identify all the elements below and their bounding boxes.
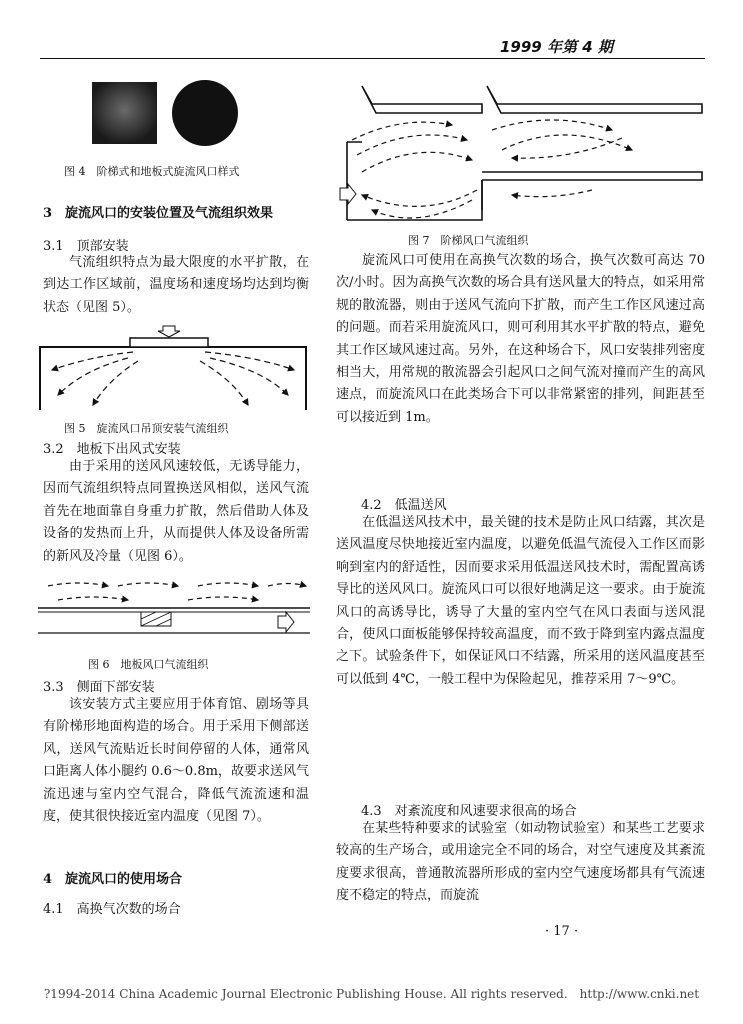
section-3-3-title: 3.3 侧面下部安装 xyxy=(43,680,155,695)
supply-arrow xyxy=(340,184,356,204)
section-4-2-text: 在低温送风技术中，最关键的技术是防止风口结露，其次是送风温度尽快地接近室内温度，以避免低温气流侵入工作区而影响到室内的舒适性，因而要求采用低温送风技术时，需配置高诱导比的送风风口。旋流风口可以很好地满足这一要求。由于旋流风口的高诱导比，诱导了大量的室内空气在风口表面与送风混合，使风口面板能够保持较高温度，而不致于降到室内露点温度之下。试验条件下，如保证风口不结露，所采用的送风温度甚至可以低到 4℃，一般工程中为保险起见，推荐采用 7～9℃。 xyxy=(336,515,705,687)
section-4-title: 4 旋流风口的使用场合 xyxy=(43,872,183,887)
supply-arrow xyxy=(278,612,294,632)
supply-arrow xyxy=(158,326,180,337)
section-3-1-title: 3.1 顶部安装 xyxy=(43,239,129,254)
section-4-1-title: 4.1 高换气次数的场合 xyxy=(43,902,181,917)
journal-issue-header: 1999 年第 4 期 xyxy=(500,38,613,56)
figure-5 xyxy=(38,325,310,413)
section-3-2-text: 由于采用的送风风速较低，无诱导能力，因而气流组织特点同置换送风相似，送风气流首先在地面靠自身重力扩散，然后借助人体及设备的发热而上升，从而提供人体及设备所需的新风及冷量（见图 6）。 xyxy=(43,459,309,564)
section-3-title: 3 旋流风口的安装位置及气流组织效果 xyxy=(43,206,274,221)
header-rule xyxy=(40,58,705,59)
section-4-1-text: 旋流风口可使用在高换气次数的场合，换气次数可高达 70 次/小时。因为高换气次数的场合具有送风量大的特点，如采用常规的散流器，则由于送风气流向下扩散，而产生工作区风速过高的问题。而若采用旋流风口，则可利用其水平扩散的特点，避免其工作区域风速过高。另外，在这种场合下，风口安装排列密度相当大，用常规的散流器会引起风口之间气流对撞而产生的高风速点，而旋流风口在此类场合下可以非常紧密的排列，间距甚至可以接近到 1m。 xyxy=(336,253,705,425)
section-3-2-title: 3.2 地板下出风式安装 xyxy=(43,442,181,457)
page-number: · 17 · xyxy=(545,924,579,939)
ceiling-outlet xyxy=(130,338,208,347)
figure-6 xyxy=(38,576,310,636)
fig4-caption: 图 4 阶梯式和地板式旋流风口样式 xyxy=(64,165,240,178)
section-3-3-text: 该安装方式主要应用于体育馆、剧场等具有阶梯形地面构造的场合。用于采用下侧部送风，送风气流贴近长时间停留的人体，通常风口距离人体小腿约 0.6～0.8m，故要求送风气流迅速与室内空气混合，降低气流流速和温度，使其很快接近室内温度（见图 7）。 xyxy=(43,697,309,825)
stepped-outlet-sample xyxy=(92,82,157,144)
fig6-caption: 图 6 地板风口气流组织 xyxy=(88,658,209,671)
section-4-3-text: 在某些特种要求的试验室（如动物试验室）和某些工艺要求较高的生产场合，或用途完全不同的场合，对空气速度及其紊流度要求很高，普通散流器所形成的室内空气速度场都具有气流速度不稳定的特点，而旋流 xyxy=(336,821,705,904)
fig7-caption: 图 7 阶梯风口气流组织 xyxy=(408,234,529,247)
section-4-3-title: 4.3 对紊流度和风速要求很高的场合 xyxy=(361,804,577,819)
figure-7 xyxy=(332,80,712,225)
figure-4 xyxy=(92,82,267,152)
fig5-caption: 图 5 旋流风口吊顶安装气流组织 xyxy=(64,422,229,435)
floor-outlet-sample xyxy=(172,80,238,146)
section-4-2-title: 4.2 低温送风 xyxy=(361,498,447,513)
section-3-1-text: 气流组织特点为最大限度的水平扩散，在到达工作区域前，温度场和速度场均达到均衡状态（见图 5）。 xyxy=(43,255,309,315)
copyright-footer: ?1994-2014 China Academic Journal Electronic Publishing House. All rights reserved. http://www.cnki.net xyxy=(43,987,700,1001)
